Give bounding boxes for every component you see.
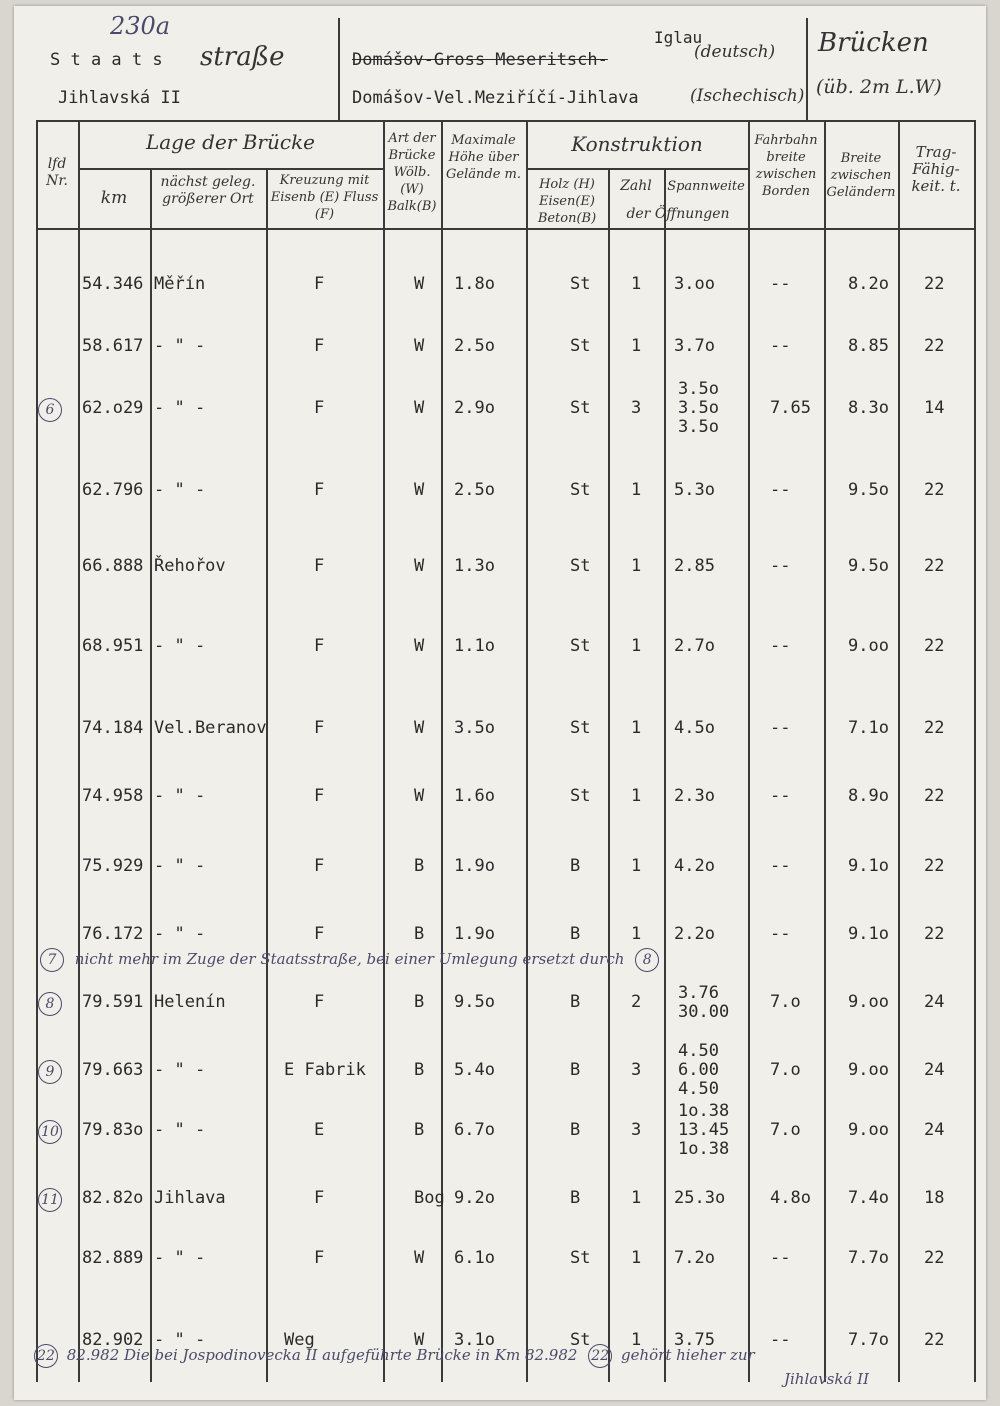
row-fahrbahn: -- <box>770 718 791 738</box>
catalog-number: 230a <box>110 12 171 40</box>
row-breite: 8.9o <box>848 786 889 806</box>
row-material: B <box>570 924 581 944</box>
row-breite: 9.5o <box>848 480 889 500</box>
col-header-km: km <box>100 188 128 208</box>
row-ort: Helenín <box>154 992 226 1012</box>
row-art: B <box>414 856 425 876</box>
row-material: St <box>570 480 591 500</box>
row-tragfaehigkeit: 22 <box>924 786 945 806</box>
row-zahl: 2 <box>631 992 642 1012</box>
row-km: 82.82o <box>82 1188 144 1208</box>
row-art: Bog <box>414 1188 445 1208</box>
row-spannweite: 3.5o <box>678 398 719 418</box>
note-7-line <box>40 948 659 972</box>
row-breite: 8.2o <box>848 274 889 294</box>
title-divider-2 <box>806 18 808 120</box>
row-lfd-number <box>38 1188 62 1212</box>
row-ort: Vel.Beranov <box>154 718 267 738</box>
row-ort: - " - <box>154 1120 206 1140</box>
row-material: St <box>570 786 591 806</box>
row-tragfaehigkeit: 24 <box>924 992 945 1012</box>
row-spannweite: 6.00 <box>678 1060 719 1080</box>
row-spannweite: 13.45 <box>678 1120 730 1140</box>
row-art: W <box>414 1330 425 1350</box>
row-material: B <box>570 1120 581 1140</box>
col-header-ort: nächst geleg. größerer Ort <box>160 174 256 207</box>
row-kreuzung: F <box>314 636 325 656</box>
row-spannweite: 2.2o <box>674 924 715 944</box>
row-spannweite: 2.7o <box>674 636 715 656</box>
row-kreuzung: F <box>314 924 325 944</box>
row-hoehe: 1.6o <box>454 786 495 806</box>
row-km: 68.951 <box>82 636 144 656</box>
row-material: St <box>570 636 591 656</box>
row-hoehe: 1.9o <box>454 924 495 944</box>
row-breite: 9.oo <box>848 992 889 1012</box>
col-border-right <box>974 120 976 1382</box>
row-kreuzung: E Fabrik <box>284 1060 366 1080</box>
row-art: B <box>414 924 425 944</box>
row-tragfaehigkeit: 22 <box>924 718 945 738</box>
row-hoehe: 2.9o <box>454 398 495 418</box>
row-tragfaehigkeit: 22 <box>924 1248 945 1268</box>
row-zahl: 1 <box>631 1248 642 1268</box>
row-zahl: 3 <box>631 1060 642 1080</box>
row-art: B <box>414 1060 425 1080</box>
row-material: B <box>570 1188 581 1208</box>
row-spannweite: 2.85 <box>674 556 715 576</box>
row-km: 79.663 <box>82 1060 144 1080</box>
row-ort: Měřín <box>154 274 206 294</box>
col-header-lage: Lage der Brücke <box>145 130 316 154</box>
row-breite: 9.oo <box>848 1060 889 1080</box>
note-7-number: 7 <box>40 948 64 972</box>
row-hoehe: 1.1o <box>454 636 495 656</box>
route-czech-note: (Ischechisch) <box>690 86 805 106</box>
road-type-prefix: S t a a t s <box>50 50 163 70</box>
row-km: 58.617 <box>82 336 144 356</box>
row-zahl: 1 <box>631 556 642 576</box>
row-kreuzung: F <box>314 856 325 876</box>
row-kreuzung: F <box>314 992 325 1012</box>
row-km: 76.172 <box>82 924 144 944</box>
row-hoehe: 5.4o <box>454 1060 495 1080</box>
row-breite: 9.5o <box>848 556 889 576</box>
row-breite: 7.7o <box>848 1248 889 1268</box>
row-breite: 9.oo <box>848 1120 889 1140</box>
row-spannweite: 4.2o <box>674 856 715 876</box>
row-hoehe: 1.8o <box>454 274 495 294</box>
row-hoehe: 2.5o <box>454 480 495 500</box>
row-hoehe: 2.5o <box>454 336 495 356</box>
row-fahrbahn: -- <box>770 786 791 806</box>
row-fahrbahn: 7.o <box>770 1120 801 1140</box>
footer-note-route: Jihlavská II <box>784 1370 870 1388</box>
row-spannweite: 1o.38 <box>678 1101 730 1121</box>
row-hoehe: 9.2o <box>454 1188 495 1208</box>
row-art: W <box>414 336 425 356</box>
row-spannweite: 7.2o <box>674 1248 715 1268</box>
row-km: 75.929 <box>82 856 144 876</box>
row-lfd-number <box>38 992 62 1016</box>
header-bottom-border <box>36 228 976 230</box>
row-material: B <box>570 1060 581 1080</box>
row-spannweite: 30.00 <box>678 1001 730 1022</box>
col-header-fahrbahn: Fahrbahn breite zwischen Borden <box>754 133 818 199</box>
footer-note-text-2: gehört hieher zur <box>621 1346 755 1364</box>
row-fahrbahn: -- <box>770 636 791 656</box>
lage-subheader-line <box>78 168 383 170</box>
row-spannweite: 2.3o <box>674 786 715 806</box>
row-tragfaehigkeit: 22 <box>924 1330 945 1350</box>
title-divider <box>338 18 340 120</box>
row-zahl: 1 <box>631 636 642 656</box>
row-spannweite: 4.50 <box>678 1079 719 1099</box>
col-header-material: Holz (H) Eisen(E) Beton(B) <box>537 177 597 226</box>
row-tragfaehigkeit: 22 <box>924 556 945 576</box>
row-km: 82.902 <box>82 1330 144 1350</box>
col-border-mat <box>608 168 610 1382</box>
row-lfd-circle: 8 <box>38 992 62 1016</box>
col-header-spannweite: Spannweite <box>667 179 745 194</box>
row-breite: 7.7o <box>848 1330 889 1350</box>
row-material: B <box>570 992 581 1012</box>
route-de-end: Iglau <box>654 28 703 47</box>
row-fahrbahn: 7.o <box>770 1060 801 1080</box>
row-fahrbahn: -- <box>770 480 791 500</box>
col-header-hoehe: Maximale Höhe über Gelände m. <box>446 133 521 182</box>
col-header-oeffnungen: der Öffnungen <box>626 206 730 222</box>
note-7-ref: 8 <box>635 948 659 972</box>
row-fahrbahn: -- <box>770 336 791 356</box>
row-spannweite: 3.76 <box>678 982 719 1003</box>
row-lfd-number <box>38 1120 62 1144</box>
row-spannweite: 3.5o <box>678 379 719 399</box>
row-km: 74.184 <box>82 718 144 738</box>
row-material: St <box>570 1248 591 1268</box>
row-kreuzung: F <box>314 1248 325 1268</box>
row-ort: - " - <box>154 398 206 418</box>
row-ort: - " - <box>154 336 206 356</box>
category-title: Brücken <box>818 28 929 58</box>
row-kreuzung: F <box>314 1188 325 1208</box>
row-art: B <box>414 992 425 1012</box>
row-tragfaehigkeit: 24 <box>924 1120 945 1140</box>
row-fahrbahn: -- <box>770 274 791 294</box>
col-header-tragfaehigkeit: Trag- Fähig- keit. t. <box>911 143 961 195</box>
row-lfd-number <box>38 398 62 422</box>
row-material: St <box>570 274 591 294</box>
row-art: W <box>414 274 425 294</box>
col-header-art: Art der Brücke Wölb.(W) Balk(B) <box>387 131 437 214</box>
col-header-konstruktion: Konstruktion <box>571 132 703 156</box>
row-kreuzung: F <box>314 336 325 356</box>
row-ort: - " - <box>154 924 206 944</box>
row-tragfaehigkeit: 22 <box>924 636 945 656</box>
col-border-lfd <box>78 120 80 1382</box>
row-art: W <box>414 636 425 656</box>
col-border-hoehe <box>526 120 528 1382</box>
row-kreuzung: F <box>314 718 325 738</box>
row-ort: - " - <box>154 786 206 806</box>
row-kreuzung: F <box>314 398 325 418</box>
row-material: St <box>570 1330 591 1350</box>
row-material: St <box>570 556 591 576</box>
row-tragfaehigkeit: 22 <box>924 480 945 500</box>
row-hoehe: 9.5o <box>454 992 495 1012</box>
footer-note-text: 82.982 Die bei Jospodinovecka II aufgeführte Brücke in Km 82.982 <box>66 1346 578 1364</box>
row-zahl: 3 <box>631 398 642 418</box>
row-km: 79.591 <box>82 992 144 1012</box>
col-header-lfd: lfd Nr. <box>46 156 68 189</box>
row-hoehe: 3.1o <box>454 1330 495 1350</box>
row-material: St <box>570 398 591 418</box>
row-tragfaehigkeit: 22 <box>924 856 945 876</box>
row-fahrbahn: -- <box>770 556 791 576</box>
col-border-kreuz <box>383 120 385 1382</box>
row-tragfaehigkeit: 18 <box>924 1188 945 1208</box>
row-tragfaehigkeit: 14 <box>924 398 945 418</box>
col-header-kreuzung: Kreuzung mit Eisenb (E) Fluss (F) <box>270 173 379 222</box>
row-ort: Řehořov <box>154 556 226 576</box>
row-breite: 8.3o <box>848 398 889 418</box>
row-km: 62.o29 <box>82 398 144 418</box>
konstr-subheader-line <box>526 168 748 170</box>
row-material: B <box>570 856 581 876</box>
row-km: 79.83o <box>82 1120 144 1140</box>
row-km: 82.889 <box>82 1248 144 1268</box>
road-type-handwritten: straße <box>200 42 285 72</box>
row-spannweite: 3.7o <box>674 336 715 356</box>
row-art: W <box>414 1248 425 1268</box>
row-material: St <box>570 336 591 356</box>
row-kreuzung: Weg <box>284 1330 315 1350</box>
row-km: 66.888 <box>82 556 144 576</box>
footer-note <box>34 1344 755 1368</box>
row-breite: 9.1o <box>848 856 889 876</box>
row-zahl: 3 <box>631 1120 642 1140</box>
col-border-km <box>150 168 152 1382</box>
row-kreuzung: F <box>314 786 325 806</box>
col-border-fahr <box>824 120 826 1382</box>
row-fahrbahn: 7.65 <box>770 398 811 418</box>
row-breite: 8.85 <box>848 336 889 356</box>
row-lfd-circle: 11 <box>38 1188 62 1212</box>
route-short-name: Jihlavská II <box>58 88 181 108</box>
row-hoehe: 1.3o <box>454 556 495 576</box>
row-art: W <box>414 480 425 500</box>
row-hoehe: 1.9o <box>454 856 495 876</box>
col-header-zahl: Zahl <box>620 178 652 194</box>
row-zahl: 1 <box>631 274 642 294</box>
row-spannweite: 3.5o <box>678 417 719 437</box>
row-ort: - " - <box>154 1060 206 1080</box>
row-zahl: 1 <box>631 1330 642 1350</box>
row-tragfaehigkeit: 22 <box>924 336 945 356</box>
row-ort: - " - <box>154 1330 206 1350</box>
row-art: B <box>414 1120 425 1140</box>
row-lfd-circle: 10 <box>38 1120 62 1144</box>
row-zahl: 1 <box>631 924 642 944</box>
row-zahl: 1 <box>631 480 642 500</box>
document-page <box>14 6 986 1400</box>
row-ort: - " - <box>154 636 206 656</box>
col-border-spann <box>748 120 750 1382</box>
row-tragfaehigkeit: 24 <box>924 1060 945 1080</box>
row-spannweite: 1o.38 <box>678 1139 730 1159</box>
row-art: W <box>414 786 425 806</box>
row-km: 54.346 <box>82 274 144 294</box>
row-hoehe: 6.7o <box>454 1120 495 1140</box>
row-fahrbahn: 4.8o <box>770 1188 811 1208</box>
route-german-note: (deutsch) <box>694 42 776 62</box>
row-kreuzung: E <box>314 1120 325 1140</box>
row-material: St <box>570 718 591 738</box>
row-fahrbahn: -- <box>770 1248 791 1268</box>
row-lfd-circle: 6 <box>38 398 62 422</box>
row-hoehe: 6.1o <box>454 1248 495 1268</box>
row-km: 74.958 <box>82 786 144 806</box>
row-art: W <box>414 556 425 576</box>
row-kreuzung: F <box>314 480 325 500</box>
row-lfd-circle: 9 <box>38 1060 62 1084</box>
route-czech: Domášov-Vel.Meziříčí-Jihlava <box>352 88 639 108</box>
row-spannweite: 4.50 <box>678 1041 719 1061</box>
row-fahrbahn: 7.o <box>770 992 801 1012</box>
row-hoehe: 3.5o <box>454 718 495 738</box>
row-zahl: 1 <box>631 786 642 806</box>
col-header-breite: Breite zwischen Geländern <box>826 151 896 200</box>
row-tragfaehigkeit: 22 <box>924 924 945 944</box>
row-zahl: 1 <box>631 336 642 356</box>
table-top-border <box>36 120 976 122</box>
route-german: Domášov-Gross Meseritsch- <box>352 50 608 70</box>
row-km: 62.796 <box>82 480 144 500</box>
row-fahrbahn: -- <box>770 1330 791 1350</box>
row-ort: - " - <box>154 480 206 500</box>
category-note: (üb. 2m L.W) <box>816 76 942 98</box>
row-ort: Jihlava <box>154 1188 226 1208</box>
row-spannweite: 4.5o <box>674 718 715 738</box>
row-spannweite: 5.3o <box>674 480 715 500</box>
row-art: W <box>414 398 425 418</box>
row-spannweite: 3.75 <box>674 1330 715 1350</box>
row-ort: - " - <box>154 856 206 876</box>
row-breite: 7.1o <box>848 718 889 738</box>
row-art: W <box>414 718 425 738</box>
note-7-text: nicht mehr im Zuge der Staatsstraße, bei einer Umlegung ersetzt durch <box>74 950 625 968</box>
row-spannweite: 3.oo <box>674 274 715 294</box>
row-kreuzung: F <box>314 556 325 576</box>
row-breite: 9.oo <box>848 636 889 656</box>
row-zahl: 1 <box>631 718 642 738</box>
row-ort: - " - <box>154 1248 206 1268</box>
row-spannweite: 25.3o <box>674 1188 726 1208</box>
row-breite: 7.4o <box>848 1188 889 1208</box>
row-breite: 9.1o <box>848 924 889 944</box>
row-fahrbahn: -- <box>770 924 791 944</box>
footer-note-number-2: 22 <box>588 1344 612 1368</box>
row-fahrbahn: -- <box>770 856 791 876</box>
row-zahl: 1 <box>631 856 642 876</box>
row-tragfaehigkeit: 22 <box>924 274 945 294</box>
col-border-breite <box>898 120 900 1382</box>
col-border-ort <box>266 168 268 1382</box>
col-border-zahl <box>664 168 666 1382</box>
row-lfd-number <box>38 1060 62 1084</box>
row-kreuzung: F <box>314 274 325 294</box>
footer-note-number: 22 <box>34 1344 58 1368</box>
row-zahl: 1 <box>631 1188 642 1208</box>
